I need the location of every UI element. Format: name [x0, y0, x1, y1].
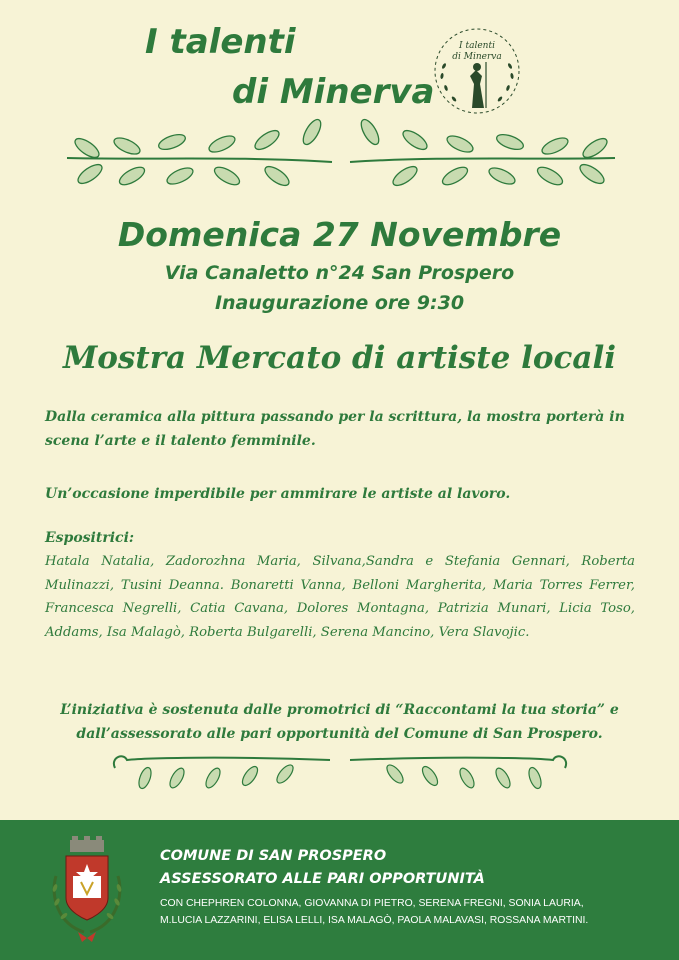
event-opening-time: Inaugurazione ore 9:30: [214, 292, 465, 314]
event-date: Domenica 27 Novembre: [117, 215, 562, 254]
footer-credits-line-2: M.LUCIA LAZZARINI, ELISA LELLI, ISA MALAGÒ, PAOLA MALAVASI, ROSSANA MARTINI.: [160, 915, 589, 926]
vine-ornament-icon: [62, 118, 337, 198]
exhibitors-list: Hatala Natalia, Zadorozhna Maria, Silvana,Sandra e Stefania Gennari, Roberta Mulinazzi, Tusini Deanna. Bonaretti Vanna, Belloni Margherita, Maria Torres Ferrer, Francesca Negrelli, Catia Cavana, Dolores Montagna, Patrizia Munari, Licia Toso, Addams, Isa Malagò, Roberta Bulgarelli, Serena Mancino, Vera Slavojic.: [45, 554, 635, 640]
municipal-crest-icon: [48, 836, 126, 944]
footer-municipality: COMUNE DI SAN PROSPERO: [160, 848, 387, 864]
vine-ornament-icon: [345, 746, 575, 806]
vine-ornament-icon: [105, 746, 335, 806]
footer-credits-line-1: CON CHEPHREN COLONNA, GIOVANNA DI PIETRO, SERENA FREGNI, SONIA LAURIA,: [160, 898, 584, 909]
event-headline: Mostra Mercato di artiste locali: [62, 340, 617, 376]
support-line-2: dall’assessorato alle pari opportunità del Comune di San Prospero.: [76, 726, 603, 742]
title-line-2: di Minerva: [232, 72, 435, 112]
footer-credits: [160, 895, 630, 929]
minerva-logo-icon: [432, 26, 522, 116]
vine-ornament-icon: [345, 118, 620, 198]
footer-band: [0, 820, 679, 960]
support-paragraph: [0, 698, 679, 746]
occasion-paragraph: Un’occasione imperdibile per ammirare le artiste al lavoro.: [45, 486, 511, 502]
event-address: Via Canaletto n°24 San Prospero: [164, 262, 515, 284]
title-line-1: I talenti: [145, 22, 296, 62]
footer-department: ASSESSORATO ALLE PARI OPPORTUNITÀ: [160, 871, 485, 887]
support-line-1: L’iniziativa è sostenuta dalle promotrici di “Raccontami la tua storia” e: [60, 702, 619, 718]
logo-text-1: I talenti: [459, 41, 495, 51]
logo-text-2: di Minerva: [452, 52, 502, 62]
exhibitors-title: Espositrici:: [45, 530, 135, 546]
intro-paragraph: Dalla ceramica alla pittura passando per la scrittura, la mostra porterà in scena l’arte e il talento femminile.: [45, 409, 625, 449]
